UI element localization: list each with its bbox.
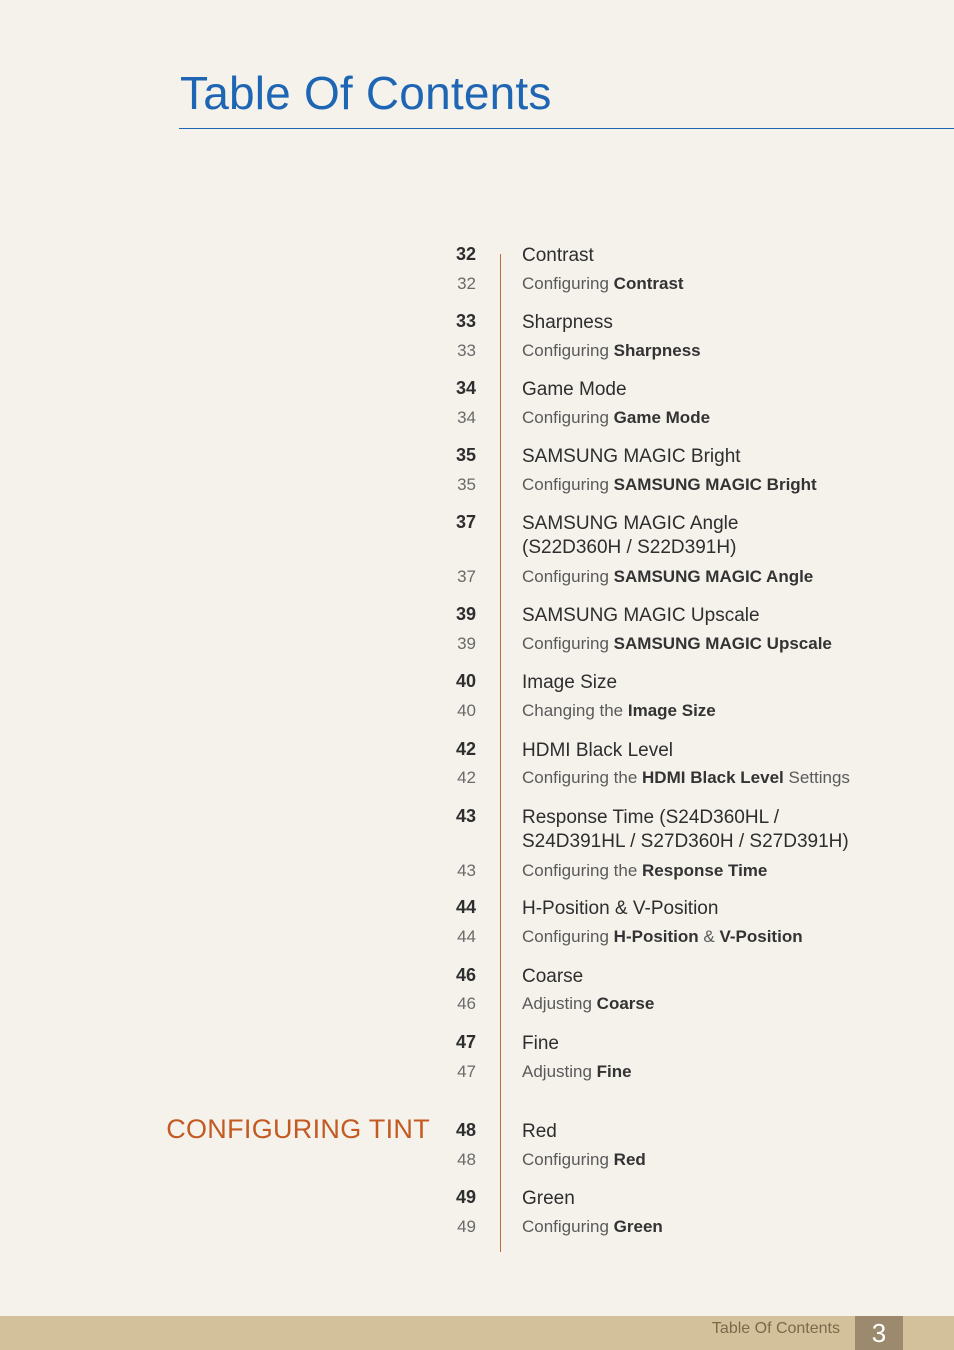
toc-entry-title[interactable]: SAMSUNG MAGIC Bright xyxy=(522,446,741,467)
toc-page-number[interactable]: 32 xyxy=(455,244,476,264)
toc-entry-title[interactable]: Response Time (S24D360HL / S24D391HL / S27D360H / S27D391H) xyxy=(522,807,849,852)
toc-page-number[interactable]: 34 xyxy=(455,378,476,398)
toc-sub-entry[interactable]: Adjusting Fine xyxy=(522,1062,632,1081)
toc-sub-page-number[interactable]: 37 xyxy=(457,567,476,586)
title-rule xyxy=(179,128,954,129)
toc-sub-entry[interactable]: Configuring H-Position & V-Position xyxy=(522,927,803,946)
toc-sub-entry[interactable]: Adjusting Coarse xyxy=(522,994,655,1013)
section-heading[interactable]: CONFIGURING TINT xyxy=(166,1114,430,1144)
toc-page-number[interactable]: 48 xyxy=(455,1120,476,1140)
toc-sub-page-number[interactable]: 32 xyxy=(457,274,476,293)
toc-page-number[interactable]: 46 xyxy=(455,965,476,985)
toc-page-number[interactable]: 40 xyxy=(455,671,476,691)
toc-page-number[interactable]: 39 xyxy=(455,604,476,624)
toc-sub-page-number[interactable]: 35 xyxy=(457,475,476,494)
toc-sub-entry[interactable]: Configuring SAMSUNG MAGIC Upscale xyxy=(522,634,832,653)
toc-sub-entry[interactable]: Configuring Game Mode xyxy=(522,408,711,427)
toc-sub-page-number[interactable]: 40 xyxy=(457,701,476,720)
toc-sub-page-number[interactable]: 46 xyxy=(457,994,476,1013)
toc-sub-page-number[interactable]: 39 xyxy=(457,634,476,653)
toc-sub-entry[interactable]: Configuring the Response Time xyxy=(522,861,768,880)
toc-entry-title[interactable]: SAMSUNG MAGIC Angle (S22D360H / S22D391H) xyxy=(522,513,739,558)
toc-sub-page-number[interactable]: 33 xyxy=(457,341,476,360)
toc-sub-entry[interactable]: Configuring SAMSUNG MAGIC Bright xyxy=(522,475,817,494)
toc-page-number[interactable]: 33 xyxy=(455,311,476,331)
toc-page-number[interactable]: 44 xyxy=(455,897,476,917)
toc-entry-title[interactable]: Game Mode xyxy=(522,379,627,400)
footer-label: Table Of Contents xyxy=(711,1320,840,1337)
toc-entry-title[interactable]: Sharpness xyxy=(522,312,613,333)
toc-divider-line xyxy=(500,254,501,1252)
toc-entry-title[interactable]: H-Position & V-Position xyxy=(522,898,719,919)
toc-sub-entry[interactable]: Configuring SAMSUNG MAGIC Angle xyxy=(522,567,814,586)
toc-sub-entry[interactable]: Configuring Red xyxy=(522,1150,646,1169)
toc-sub-entry[interactable]: Configuring Green xyxy=(522,1217,663,1236)
toc-page-number[interactable]: 49 xyxy=(455,1187,476,1207)
toc-sub-page-number[interactable]: 34 xyxy=(457,408,476,427)
toc-sub-page-number[interactable]: 48 xyxy=(457,1150,476,1169)
toc-sub-page-number[interactable]: 47 xyxy=(457,1062,476,1081)
toc-entry-title[interactable]: HDMI Black Level xyxy=(522,740,673,761)
toc-entry-title[interactable]: Fine xyxy=(522,1033,559,1054)
toc-page-number[interactable]: 37 xyxy=(455,512,476,532)
toc-sub-page-number[interactable]: 44 xyxy=(457,927,476,946)
toc-entry-title[interactable]: Green xyxy=(522,1188,575,1209)
page-title: Table Of Contents xyxy=(180,67,552,119)
toc-page-number[interactable]: 35 xyxy=(455,445,476,465)
toc-entry-title[interactable]: Contrast xyxy=(522,245,594,266)
toc-sub-entry[interactable]: Changing the Image Size xyxy=(522,701,716,720)
toc-entry-title[interactable]: Image Size xyxy=(522,672,618,693)
page-number-badge: 3 xyxy=(855,1316,903,1350)
toc-sub-page-number[interactable]: 42 xyxy=(457,768,476,787)
toc-sub-entry[interactable]: Configuring Sharpness xyxy=(522,341,701,360)
toc-sub-entry[interactable]: Configuring the HDMI Black Level Settings xyxy=(522,768,850,787)
toc-page-number[interactable]: 43 xyxy=(455,806,476,826)
toc-entry-title[interactable]: SAMSUNG MAGIC Upscale xyxy=(522,605,760,626)
toc-entry-title[interactable]: Coarse xyxy=(522,966,584,987)
toc-page-number[interactable]: 42 xyxy=(455,739,476,759)
toc-sub-page-number[interactable]: 43 xyxy=(457,861,476,880)
toc-sub-entry[interactable]: Configuring Contrast xyxy=(522,274,684,293)
toc-entry-title[interactable]: Red xyxy=(522,1121,557,1142)
toc-page-number[interactable]: 47 xyxy=(455,1032,476,1052)
toc-sub-page-number[interactable]: 49 xyxy=(457,1217,476,1236)
